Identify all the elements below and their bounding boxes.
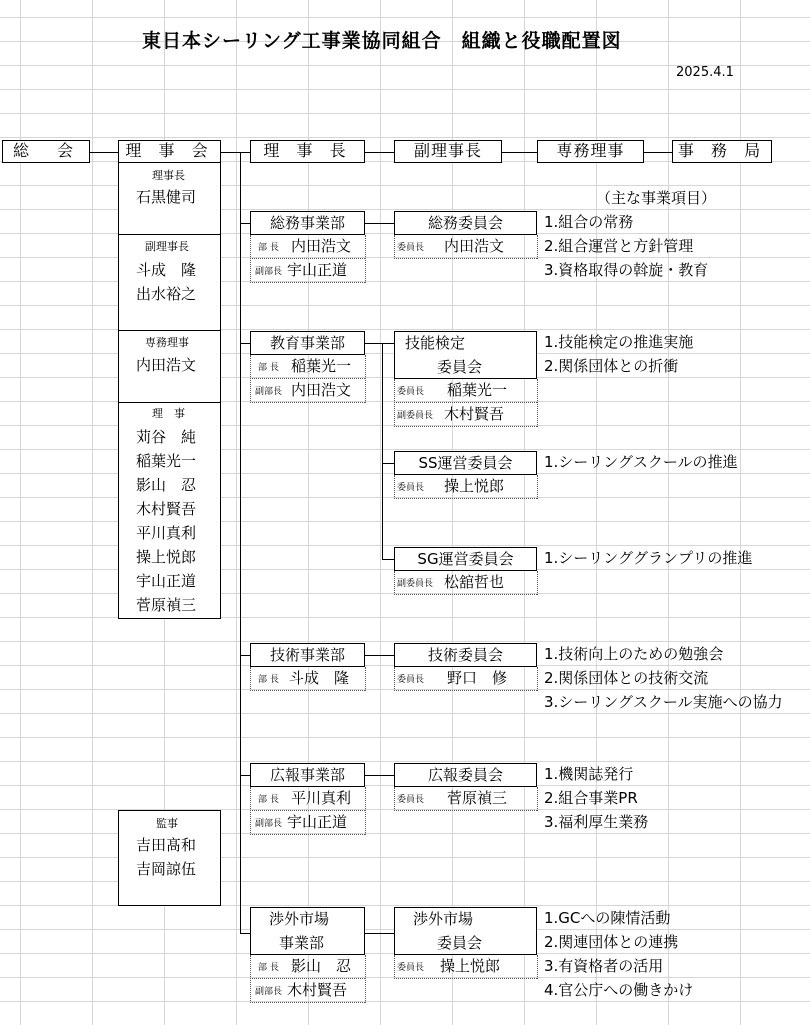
director-name: 苅谷 純 — [136, 428, 197, 446]
dept-deputy-name: 宇山正道 — [287, 813, 348, 831]
business-item: 1.GCへの陳情活動 — [544, 909, 671, 927]
cell-border — [250, 978, 365, 979]
role-label: 副部長 — [255, 987, 283, 997]
connector — [90, 152, 118, 153]
business-item: 1.機関誌発行 — [544, 765, 634, 783]
committee-chair-name: 内田浩文 — [444, 237, 505, 255]
committee-chair-name: 稲葉光一 — [447, 381, 508, 399]
cell-border — [365, 667, 366, 691]
cell-border — [250, 690, 365, 691]
cell-border — [250, 667, 251, 691]
committee-chair-name: 松舘哲也 — [444, 573, 505, 591]
business-item: 1.シーリングスクールの推進 — [544, 453, 738, 471]
vice-name: 斗成 隆 — [136, 261, 197, 279]
committee-name-line: 技能検定 — [405, 334, 466, 352]
cell-border — [537, 475, 538, 499]
pr-committee-box: 広報委員会 — [394, 763, 537, 787]
committee-chair-name: 野口 修 — [447, 669, 508, 687]
connector — [221, 152, 250, 153]
cell-border — [394, 787, 395, 811]
ss-committee-box: SS運営委員会 — [394, 451, 537, 475]
dept-deputy-name: 宇山正道 — [287, 261, 348, 279]
cell-border — [365, 955, 366, 1003]
role-label: 副部長 — [255, 819, 283, 829]
business-item: 3.有資格者の活用 — [544, 957, 664, 975]
cell-border — [365, 787, 366, 835]
date-label: 2025.4.1 — [676, 65, 734, 80]
connector — [240, 223, 250, 224]
cell-border — [394, 978, 537, 979]
cell-border — [537, 787, 538, 811]
connector — [365, 655, 394, 656]
cell-border — [394, 810, 537, 811]
director-name: 操上悦郎 — [136, 548, 197, 566]
role-label: 部 長 — [258, 675, 279, 685]
role-label: 副委員長 — [397, 579, 434, 589]
cell-border — [250, 955, 251, 1003]
role-label: 委員長 — [397, 483, 425, 493]
skill-test-committee-box — [394, 331, 537, 379]
divider — [118, 234, 221, 235]
business-item: 2.組合運営と方針管理 — [544, 237, 694, 255]
cell-border — [250, 355, 251, 403]
chairman-box: 理 事 長 — [250, 140, 365, 163]
dept-head-name: 平川真利 — [291, 789, 352, 807]
committee-name-line: 委員会 — [437, 358, 483, 376]
business-item: 2.関係団体との技術交流 — [544, 669, 709, 687]
vice-name: 出水裕之 — [136, 285, 197, 303]
business-item: 2.組合事業PR — [544, 789, 638, 807]
cell-border — [394, 690, 537, 691]
role-label: 部 長 — [258, 795, 279, 805]
cell-border — [250, 1002, 365, 1003]
vice-chairman-box: 副理事長 — [394, 140, 502, 163]
connector — [382, 463, 394, 464]
connector — [365, 152, 394, 153]
dept-name-line: 事業部 — [279, 934, 325, 952]
director-name: 影山 忍 — [136, 476, 197, 494]
director-name: 宇山正道 — [136, 572, 197, 590]
auditor-name: 吉田髙和 — [136, 836, 197, 854]
role-label: 委員長 — [397, 387, 425, 397]
cell-border — [394, 379, 395, 427]
role-label: 部 長 — [258, 363, 279, 373]
managing-role-label: 専務理事 — [145, 336, 189, 349]
managing-director-box: 専務理事 — [537, 140, 644, 163]
auditor-name: 吉岡諒伍 — [136, 860, 197, 878]
cell-border — [394, 594, 537, 595]
dept-head-name: 影山 忍 — [291, 957, 352, 975]
cell-border — [250, 402, 365, 403]
business-item: 1.組合の常務 — [544, 213, 634, 231]
committee-chair-name: 操上悦郎 — [440, 957, 501, 975]
general-affairs-committee-box: 総務委員会 — [394, 211, 537, 235]
dept-name-line: 渉外市場 — [269, 910, 330, 928]
business-item: 1.技術向上のための勉強会 — [544, 645, 724, 663]
connector — [365, 343, 394, 344]
cell-border — [394, 667, 395, 691]
dept-deputy-name: 内田浩文 — [291, 381, 352, 399]
external-market-committee-box — [394, 907, 537, 955]
connector — [644, 152, 672, 153]
cell-border — [394, 258, 537, 259]
director-name: 菅原禎三 — [136, 596, 197, 614]
page-title: 東日本シーリング工事業協同組合 組織と役職配置図 — [142, 30, 622, 52]
cell-border — [394, 498, 537, 499]
connector — [240, 933, 250, 934]
cell-border — [250, 282, 365, 283]
dept-head-name: 稲葉光一 — [291, 357, 352, 375]
business-item: 3.福利厚生業務 — [544, 813, 649, 831]
committee-vice-chair-name: 木村賢吾 — [444, 405, 505, 423]
cell-border — [394, 571, 395, 595]
divider — [118, 330, 221, 331]
dept-head-name: 内田浩文 — [291, 237, 352, 255]
dept-deputy-name: 木村賢吾 — [287, 981, 348, 999]
managing-name: 内田浩文 — [136, 356, 197, 374]
cell-border — [537, 667, 538, 691]
cell-border — [537, 571, 538, 595]
connector — [240, 775, 250, 776]
role-label: 部 長 — [258, 243, 279, 253]
business-item: 2.関係団体との折衝 — [544, 357, 679, 375]
chairman-role-label: 理事長 — [152, 169, 185, 182]
divider — [118, 402, 221, 403]
committee-chair-name: 操上悦郎 — [444, 477, 505, 495]
secretariat-box: 事 務 局 — [672, 140, 772, 163]
connector — [365, 223, 394, 224]
cell-border — [394, 475, 395, 499]
cell-border — [250, 258, 365, 259]
connector — [502, 152, 537, 153]
dept-head-name: 斗成 隆 — [289, 669, 350, 687]
directors-role-label: 理 事 — [152, 407, 185, 420]
vice-role-label: 副理事長 — [145, 240, 189, 253]
role-label: 委員長 — [397, 243, 425, 253]
cell-border — [394, 235, 395, 259]
committee-name-line: 委員会 — [437, 934, 483, 952]
role-label: 委員長 — [397, 795, 425, 805]
cell-border — [250, 810, 365, 811]
business-item: 4.官公庁への働きかけ — [544, 981, 694, 999]
sg-committee-box: SG運営委員会 — [394, 547, 537, 571]
main-items-header: （主な事業項目） — [596, 189, 717, 207]
role-label: 副部長 — [255, 267, 283, 277]
general-meeting-box: 総 会 — [2, 140, 90, 163]
cell-border — [250, 378, 365, 379]
cell-border — [250, 787, 251, 835]
technology-committee-box: 技術委員会 — [394, 643, 537, 667]
trunk-line — [240, 152, 241, 933]
cell-border — [365, 235, 366, 283]
role-label: 副部長 — [255, 387, 283, 397]
business-item: 1.シーリンググランプリの推進 — [544, 549, 753, 567]
connector — [365, 933, 394, 934]
cell-border — [394, 426, 537, 427]
cell-border — [250, 834, 365, 835]
committee-chair-name: 菅原禎三 — [447, 789, 508, 807]
director-name: 木村賢吾 — [136, 500, 197, 518]
director-name: 平川真利 — [136, 524, 197, 542]
business-item: 3.資格取得の斡旋・教育 — [544, 261, 709, 279]
cell-border — [537, 955, 538, 979]
cell-border — [394, 955, 395, 979]
role-label: 委員長 — [397, 963, 425, 973]
cell-border — [537, 379, 538, 427]
role-label: 部 長 — [258, 963, 279, 973]
cell-border — [537, 235, 538, 259]
cell-border — [250, 235, 251, 283]
pr-dept-box: 広報事業部 — [250, 763, 365, 787]
chairman-name: 石黒健司 — [136, 188, 197, 206]
connector — [382, 559, 394, 560]
connector — [240, 343, 250, 344]
cell-border — [365, 355, 366, 403]
education-dept-box: 教育事業部 — [250, 331, 365, 355]
committee-name-line: 渉外市場 — [413, 910, 474, 928]
cell-border — [394, 402, 537, 403]
business-item: 2.関連団体との連携 — [544, 933, 679, 951]
connector — [240, 655, 250, 656]
connector — [365, 775, 394, 776]
director-name: 稲葉光一 — [136, 452, 197, 470]
role-label: 委員長 — [397, 675, 425, 685]
education-branch-line — [382, 343, 383, 559]
business-item: 1.技能検定の推進実施 — [544, 333, 694, 351]
business-item: 3.シーリングスクール実施への協力 — [544, 693, 783, 711]
role-label: 副委員長 — [397, 411, 434, 421]
auditors-role-label: 監事 — [156, 817, 178, 830]
board-box: 理 事 会 — [118, 140, 221, 163]
general-affairs-dept-box: 総務事業部 — [250, 211, 365, 235]
technology-dept-box: 技術事業部 — [250, 643, 365, 667]
external-market-dept-box — [250, 907, 365, 955]
